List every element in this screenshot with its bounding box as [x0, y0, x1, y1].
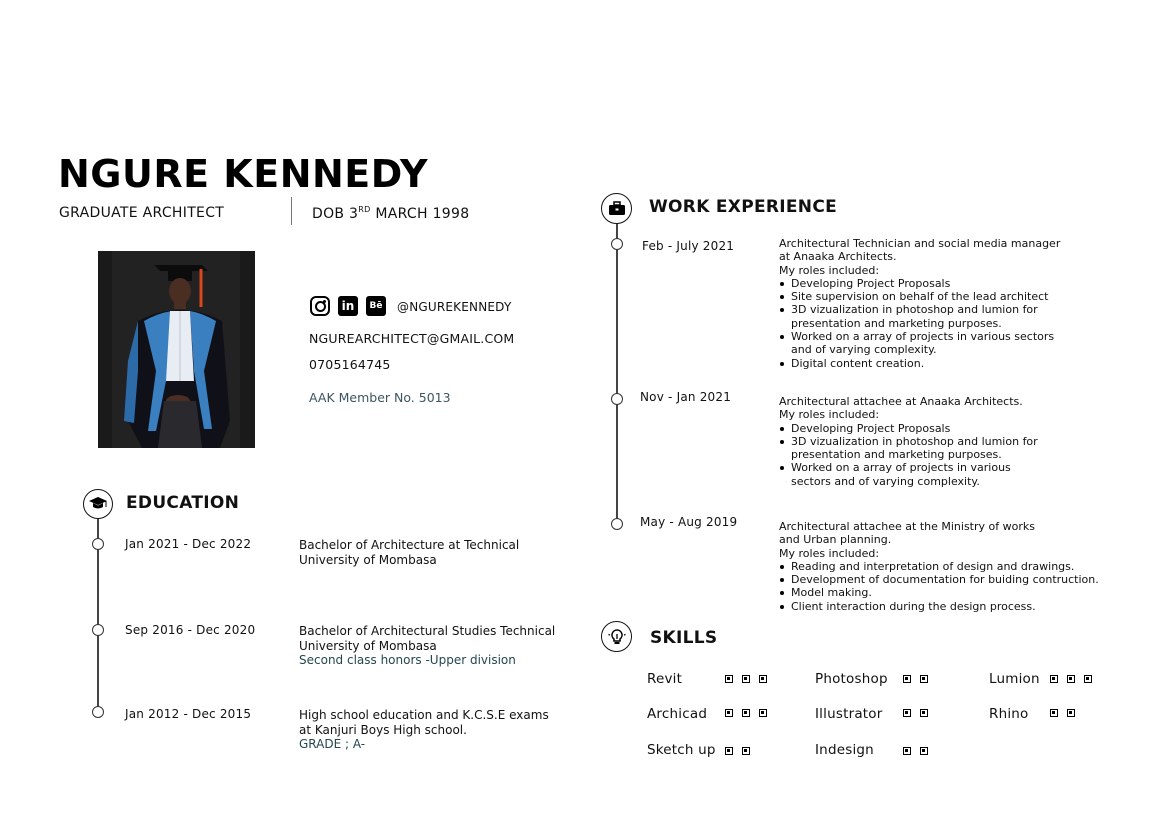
skill-name: Archicad — [647, 706, 708, 722]
education-date: Jan 2012 - Dec 2015 — [125, 707, 252, 721]
timeline-node — [92, 624, 104, 636]
skill-level-square — [1067, 709, 1075, 717]
education-entry: Bachelor of Architectural Studies Technical University of Mombasa Second class honors -Upper division — [299, 624, 556, 667]
skill-level-square — [1050, 675, 1058, 683]
role-item: Model making. — [779, 586, 1099, 599]
skill-level-square — [725, 747, 733, 755]
email-address[interactable]: NGUREARCHITECT@GMAIL.COM — [309, 331, 515, 346]
linkedin-icon[interactable]: in — [338, 296, 358, 316]
work-timeline-line — [616, 222, 618, 524]
timeline-node — [611, 393, 623, 405]
role-item: Site supervision on behalf of the lead architect — [779, 290, 1060, 303]
role-item: Digital content creation. — [779, 357, 1060, 370]
skill-level-square — [920, 675, 928, 683]
role-item: Developing Project Proposals — [779, 277, 1060, 290]
phone-number[interactable]: 0705164745 — [309, 357, 391, 372]
skill-name: Indesign — [815, 742, 874, 758]
work-date: Nov - Jan 2021 — [640, 390, 732, 404]
skill-level-square — [725, 709, 733, 717]
skill-level-square — [1050, 709, 1058, 717]
instagram-icon[interactable] — [310, 296, 330, 316]
skill-level — [903, 709, 928, 717]
skill-name: Illustrator — [815, 706, 883, 722]
education-heading: EDUCATION — [126, 493, 240, 513]
lightbulb-icon — [601, 621, 632, 652]
skill-level-square — [920, 709, 928, 717]
role-item: Development of documentation for buiding contruction. — [779, 573, 1099, 586]
resume-name: NGURE KENNEDY — [58, 152, 429, 196]
role-item: Client interaction during the design process. — [779, 600, 1099, 613]
social-icons — [310, 296, 386, 316]
skill-level — [1050, 709, 1075, 717]
skill-level — [725, 709, 767, 717]
skill-name: Rhino — [989, 706, 1029, 722]
work-date: May - Aug 2019 — [640, 515, 738, 529]
membership-number: AAK Member No. 5013 — [309, 390, 451, 405]
work-experience-heading: WORK EXPERIENCE — [649, 197, 838, 217]
education-entry: Bachelor of Architecture at Technical University of Mombasa — [299, 538, 520, 567]
skill-level — [725, 675, 767, 683]
role-item: Reading and interpretation of design and drawings. — [779, 560, 1099, 573]
skill-level-square — [725, 675, 733, 683]
graduation-cap-icon — [83, 489, 113, 519]
skill-name: Lumion — [989, 671, 1040, 687]
header-divider — [291, 197, 292, 225]
skill-level — [1050, 675, 1092, 683]
roles-list — [779, 422, 1038, 488]
education-date: Jan 2021 - Dec 2022 — [125, 537, 252, 551]
skill-level — [903, 675, 928, 683]
skills-heading: SKILLS — [650, 628, 718, 648]
skill-level-square — [1067, 675, 1075, 683]
skill-level-square — [759, 675, 767, 683]
social-handle[interactable]: @NGUREKENNEDY — [397, 300, 512, 314]
timeline-node — [611, 518, 623, 530]
profile-photo — [98, 251, 255, 448]
briefcase-icon — [601, 193, 632, 224]
roles-list — [779, 560, 1099, 613]
role-item: Worked on a array of projects in various sectors and of varying complexity. — [779, 330, 1060, 357]
role-item: Worked on a array of projects in various sectors and of varying complexity. — [779, 461, 1038, 488]
skill-level-square — [759, 709, 767, 717]
behance-icon[interactable]: Bē — [366, 296, 386, 316]
skill-name: Revit — [647, 671, 683, 687]
skill-level — [725, 747, 750, 755]
timeline-node — [92, 706, 104, 718]
skill-name: Photoshop — [815, 671, 888, 687]
work-entry: Architectural attachee at Anaaka Architects. My roles included: Developing Project Proposals 3D vizualization in photoshop and lumion for presentation and marketing purposes. Worked on a array of projects in various sectors and of varying complexity. — [779, 395, 1038, 488]
timeline-node — [611, 238, 623, 250]
work-entry: Architectural attachee at the Ministry of works and Urban planning. My roles included: Reading and interpretation of design and drawings. Development of documentation for buiding contruction. Model making. Client interaction during the design process. — [779, 520, 1099, 613]
skill-level-square — [903, 709, 911, 717]
job-title: GRADUATE ARCHITECT — [59, 205, 225, 221]
education-date: Sep 2016 - Dec 2020 — [125, 623, 256, 637]
skill-level-square — [742, 747, 750, 755]
skill-name: Sketch up — [647, 742, 716, 758]
role-item: 3D vizualization in photoshop and lumion for presentation and marketing purposes. — [779, 303, 1060, 330]
work-entry: Architectural Technician and social media manager at Anaaka Architects. My roles included: Developing Project Proposals Site supervision on behalf of the lead architect 3D vizualization in photoshop and lumion for presentation and marketing purposes. Worked on a array of projects in various sectors and of varying complexity. Digital content creation. — [779, 237, 1061, 370]
skill-level-square — [742, 675, 750, 683]
skill-level-square — [903, 747, 911, 755]
skill-level-square — [742, 709, 750, 717]
work-date: Feb - July 2021 — [642, 239, 735, 253]
date-of-birth: DOB 3RD MARCH 1998 — [312, 205, 470, 222]
skill-level-square — [903, 675, 911, 683]
timeline-node — [92, 538, 104, 550]
skill-level-square — [920, 747, 928, 755]
skill-level-square — [1084, 675, 1092, 683]
roles-list — [779, 277, 1060, 370]
role-item: Developing Project Proposals — [779, 422, 1038, 435]
role-item: 3D vizualization in photoshop and lumion for presentation and marketing purposes. — [779, 435, 1038, 462]
skill-level — [903, 747, 928, 755]
education-entry: High school education and K.C.S.E exams at Kanjuri Boys High school. GRADE ; A- — [299, 708, 549, 751]
